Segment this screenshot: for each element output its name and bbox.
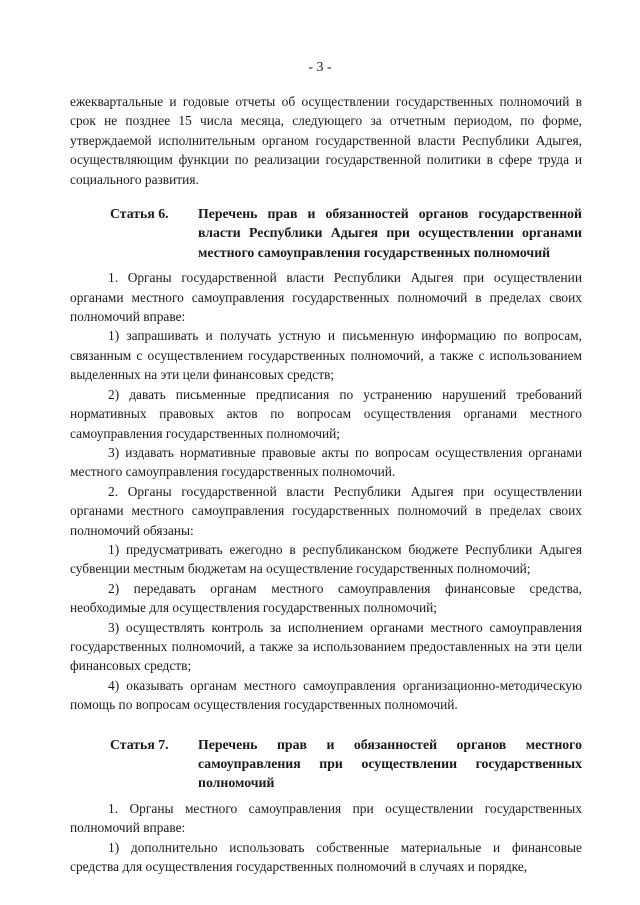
- article-6-paragraph: 1. Органы государственной власти Республики Адыгея при осуществлении органами местного самоуправления государственных полномочий в пределах своих полномочий вправе:: [70, 270, 582, 325]
- article-6-paragraph: 2) передавать органам местного самоуправления финансовые средства, необходимые для осуществления государственных полномочий;: [70, 580, 582, 616]
- article-7-label: Статья 7.: [110, 736, 169, 752]
- article-6-paragraph: 1) запрашивать и получать устную и письменную информацию по вопросам, связанным с осуществлением государственных полномочий, а также с использованием выделенных на эти цели финансовых средств;: [70, 328, 582, 383]
- page-number: - 3 -: [308, 60, 332, 75]
- article-6-heading: [70, 204, 582, 262]
- article-7-paragraph: 1) дополнительно использовать собственные материальные и финансовые средства для осуществления государственных полномочий в случаях и порядке,: [70, 839, 582, 875]
- article-7-title: Перечень прав и обязанностей органов местного самоуправления при осуществлении государственных полномочий: [198, 736, 582, 791]
- article-6-paragraph: 2) давать письменные предписания по устранению нарушений требований нормативных правовых актов по вопросам осуществления органами местного самоуправления государственных полномочий;: [70, 386, 582, 441]
- article-6-paragraph: 2. Органы государственной власти Республики Адыгея при осуществлении органами местного самоуправления государственных полномочий в пределах своих полномочий обязаны:: [70, 483, 582, 538]
- article-7-heading: [70, 735, 582, 793]
- intro-paragraph: ежеквартальные и годовые отчеты об осуществлении государственных полномочий в срок не позднее 15 числа месяца, следующего за отчетным периодом, по форме, утверждаемой исполнительным органом государственной власти Республики Адыгея, осуществляющим функции по реализации государственной политики в сфере труда и социального развития.: [70, 94, 582, 187]
- article-7-paragraph: 1. Органы местного самоуправления при осуществлении государственных полномочий вправе:: [70, 800, 582, 836]
- article-6-paragraph: 3) издавать нормативные правовые акты по вопросам осуществления органами местного самоуправления государственных полномочий.: [70, 444, 582, 480]
- article-6-paragraph: 1) предусматривать ежегодно в республиканском бюджете Республики Адыгея субвенции местным бюджетам на осуществление государственных полномочий;: [70, 541, 582, 577]
- article-6-paragraph: 4) оказывать органам местного самоуправления организационно-методическую помощь по вопросам осуществления государственных полномочий.: [70, 677, 582, 713]
- article-6-paragraph: 3) осуществлять контроль за исполнением органами местного самоуправления государственных полномочий, а также за использованием предоставленных на эти цели финансовых средств;: [70, 619, 582, 674]
- article-6-title: Перечень прав и обязанностей органов государственной власти Республики Адыгея при осуществлении органами местного самоуправления государственных полномочий: [198, 206, 582, 260]
- document-body: [70, 92, 582, 876]
- article-6-label: Статья 6.: [110, 206, 169, 222]
